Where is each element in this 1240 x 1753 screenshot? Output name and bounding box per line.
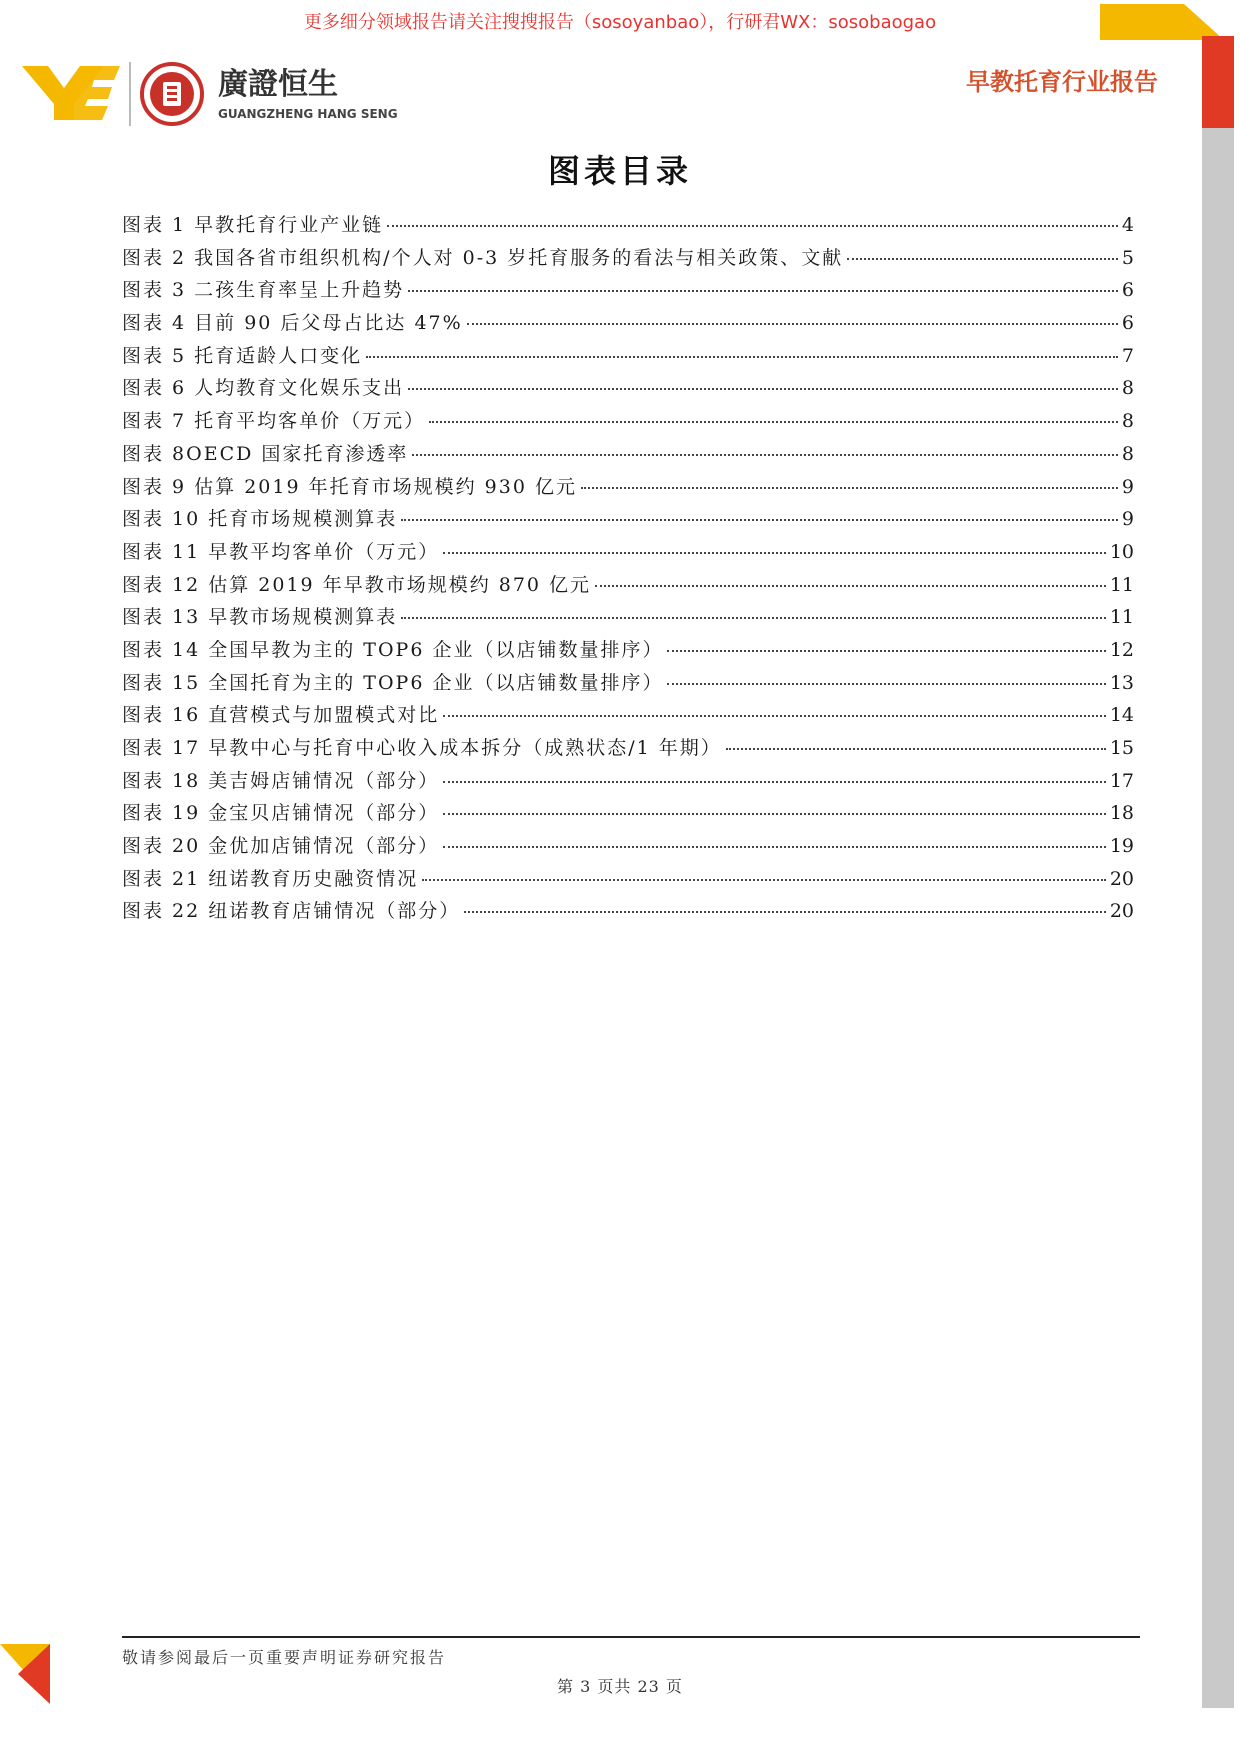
- toc-item-label: 图表 1 早教托育行业产业链: [122, 214, 384, 236]
- toc-item-page: 15: [1109, 737, 1134, 759]
- toc-list: [122, 210, 1134, 929]
- toc-item-page: 14: [1109, 704, 1134, 727]
- toc-leader-dots: [467, 323, 1118, 325]
- toc-item-page: 20: [1109, 867, 1134, 890]
- toc-item-page: 4: [1121, 214, 1134, 236]
- side-bar-red: [1202, 36, 1234, 128]
- toc-leader-dots: [847, 258, 1118, 260]
- side-bar-gray: [1202, 128, 1234, 1708]
- toc-leader-dots: [408, 290, 1118, 292]
- toc-item[interactable]: [122, 406, 1134, 439]
- toc-item-label: 图表 3 二孩生育率呈上升趋势: [122, 279, 405, 302]
- logo-name-cn: 廣證恒生: [218, 67, 338, 102]
- page-number: 第 3 页共 23 页: [557, 1677, 683, 1696]
- toc-item-label: 图表 20 金优加店铺情况（部分）: [122, 835, 440, 858]
- toc-item[interactable]: [122, 766, 1134, 799]
- toc-item[interactable]: [122, 733, 1134, 766]
- toc-leader-dots: [443, 781, 1106, 783]
- toc-item[interactable]: [122, 668, 1134, 701]
- toc-item-page: 19: [1109, 835, 1134, 858]
- toc-item-label: 图表 2 我国各省市组织机构/个人对 0-3 岁托育服务的看法与相关政策、文献: [122, 246, 844, 269]
- toc-item[interactable]: [122, 373, 1134, 406]
- toc-item[interactable]: [122, 864, 1134, 897]
- toc-item-page: 17: [1109, 769, 1134, 792]
- toc-item-page: 11: [1109, 573, 1134, 596]
- toc-title: 图表目录: [547, 152, 692, 190]
- toc-leader-dots: [443, 552, 1106, 554]
- top-banner: 更多细分领域报告请关注搜搜报告（sosoyanbao），行研君WX：sosobaogao: [303, 12, 937, 33]
- toc-item-label: 图表 13 早教市场规模测算表: [122, 606, 398, 629]
- report-tag: 早教托育行业报告: [966, 68, 1158, 96]
- toc-leader-dots: [726, 748, 1106, 750]
- toc-leader-dots: [408, 388, 1118, 390]
- toc-leader-dots: [387, 225, 1118, 227]
- toc-item[interactable]: [122, 700, 1134, 733]
- toc-item-label: 图表 18 美吉姆店铺情况（部分）: [122, 769, 440, 792]
- toc-item[interactable]: [122, 602, 1134, 635]
- toc-item-label: 图表 11 早教平均客单价（万元）: [122, 540, 440, 563]
- footer-divider: [122, 1636, 1140, 1638]
- seal-icon: [142, 64, 202, 124]
- footer-note: 敬请参阅最后一页重要声明证券研究报告: [122, 1648, 447, 1667]
- toc-item-label: 图表 10 托育市场规模测算表: [122, 508, 398, 531]
- toc-item-page: 12: [1109, 638, 1134, 661]
- toc-item-label: 图表 6 人均教育文化娱乐支出: [122, 377, 405, 400]
- toc-item[interactable]: [122, 439, 1134, 472]
- toc-leader-dots: [443, 813, 1106, 815]
- toc-leader-dots: [401, 617, 1106, 619]
- toc-leader-dots: [443, 846, 1106, 848]
- toc-item[interactable]: [122, 243, 1134, 276]
- toc-item-page: 6: [1121, 279, 1134, 302]
- toc-item-label: 图表 9 估算 2019 年托育市场规模约 930 亿元: [122, 475, 577, 498]
- toc-item[interactable]: [122, 537, 1134, 570]
- toc-item[interactable]: [122, 635, 1134, 668]
- toc-item-page: 5: [1121, 246, 1134, 269]
- toc-item-label: 图表 4 目前 90 后父母占比达 47%: [122, 312, 463, 335]
- toc-item-page: 8: [1121, 377, 1134, 400]
- toc-item-label: 图表 17 早教中心与托育中心收入成本拆分（成熟状态/1 年期）: [122, 737, 722, 759]
- toc-item-page: 11: [1109, 606, 1134, 629]
- toc-leader-dots: [401, 519, 1118, 521]
- toc-item-label: 图表 16 直营模式与加盟模式对比: [122, 704, 440, 727]
- toc-item-label: 图表 22 纽诺教育店铺情况（部分）: [122, 900, 461, 923]
- toc-item-page: 9: [1121, 475, 1134, 498]
- logo-name-en: GUANGZHENG HANG SENG: [218, 107, 398, 121]
- toc-leader-dots: [667, 650, 1105, 652]
- toc-item-page: 8: [1121, 442, 1134, 465]
- toc-item[interactable]: [122, 210, 1134, 243]
- toc-leader-dots: [366, 356, 1118, 358]
- toc-item-label: 图表 14 全国早教为主的 TOP6 企业（以店铺数量排序）: [122, 638, 664, 661]
- toc-item[interactable]: [122, 341, 1134, 374]
- toc-item[interactable]: [122, 308, 1134, 341]
- toc-item-label: 图表 7 托育平均客单价（万元）: [122, 410, 426, 433]
- toc-item-page: 8: [1121, 410, 1134, 433]
- toc-item-page: 7: [1121, 344, 1134, 367]
- toc-leader-dots: [412, 454, 1118, 456]
- toc-leader-dots: [595, 585, 1106, 587]
- toc-item-page: 18: [1109, 802, 1134, 825]
- toc-leader-dots: [443, 715, 1106, 717]
- toc-item[interactable]: [122, 570, 1134, 603]
- toc-item[interactable]: [122, 472, 1134, 505]
- toc-leader-dots: [581, 487, 1118, 489]
- toc-leader-dots: [464, 911, 1106, 913]
- toc-item-label: 图表 5 托育适龄人口变化: [122, 344, 363, 367]
- toc-item-label: 图表 15 全国托育为主的 TOP6 企业（以店铺数量排序）: [122, 671, 664, 694]
- toc-leader-dots: [422, 879, 1106, 881]
- side-bar: [1202, 36, 1234, 1708]
- toc-leader-dots: [667, 683, 1105, 685]
- toc-leader-dots: [429, 421, 1118, 423]
- toc-item-page: 6: [1121, 312, 1134, 335]
- company-logo: [22, 58, 442, 128]
- toc-item[interactable]: [122, 798, 1134, 831]
- toc-item-label: 图表 21 纽诺教育历史融资情况: [122, 867, 419, 890]
- toc-item[interactable]: [122, 831, 1134, 864]
- toc-item-label: 图表 8OECD 国家托育渗透率: [122, 442, 409, 465]
- toc-item[interactable]: [122, 896, 1134, 929]
- ye-logo-icon: [22, 66, 120, 120]
- toc-item-label: 图表 12 估算 2019 年早教市场规模约 870 亿元: [122, 573, 592, 596]
- toc-item[interactable]: [122, 504, 1134, 537]
- toc-item-page: 13: [1109, 671, 1134, 694]
- toc-item-page: 9: [1121, 508, 1134, 531]
- toc-item[interactable]: [122, 275, 1134, 308]
- toc-item-page: 20: [1109, 900, 1134, 923]
- toc-item-label: 图表 19 金宝贝店铺情况（部分）: [122, 802, 440, 825]
- toc-item-page: 10: [1109, 540, 1134, 563]
- corner-decoration-bottom: [0, 1640, 52, 1708]
